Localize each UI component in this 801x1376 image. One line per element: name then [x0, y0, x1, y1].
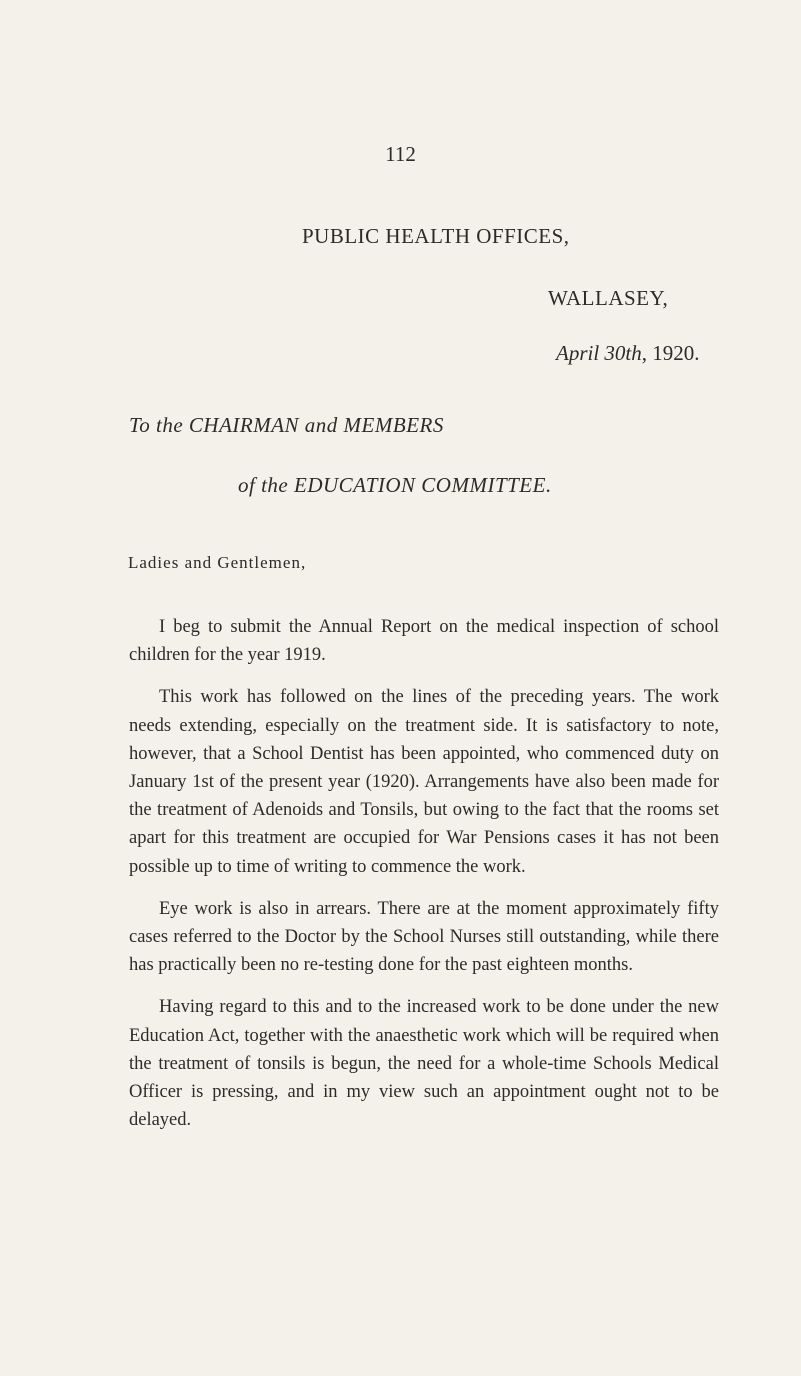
date-day: 30th — [604, 341, 642, 365]
addressee-line-1: To the CHAIRMAN and MEMBERS — [129, 413, 444, 437]
salutation: Ladies and Gentlemen, — [128, 553, 307, 572]
paragraph: I beg to submit the Annual Report on the medical inspection of school children for the year 1919. — [129, 617, 719, 666]
address-line-1: PUBLIC HEALTH OFFICES, — [302, 224, 570, 248]
page-number: 112 — [385, 142, 416, 166]
date-month: April — [556, 341, 600, 365]
paragraph: Eye work is also in arrears. There are at the moment approximately fifty cases referred to the Doctor by the School Nurses still outstanding, while there has practically been no re-testing done for the past eighteen months. — [129, 898, 719, 976]
addressee-line-2: of the EDUCATION COMMITTEE. — [238, 473, 552, 497]
paragraph: This work has followed on the lines of the preceding years. The work needs extending, especially on the treatment side. It is satisfactory to note, however, that a School Dentist has been appointed, who commenced duty on January 1st of the present year (1920). Arrangements have also been made for the treatment of Adenoids and Tonsils, but owing to the fact that the rooms set apart for this treatment are occupied for War Pensions cases it has not been possible up to time of writing to commence the work. — [129, 687, 719, 877]
address-line-2: WALLASEY, — [548, 286, 669, 310]
letter-date: April 30th, 1920. — [556, 341, 700, 365]
paragraph: Having regard to this and to the increased work to be done under the new Education Act, together with the anaesthetic work which will be required when the treatment of tonsils is begun, the need for a whole-time Schools Medical Officer is pressing, and in my view such an appointment ought not to be delayed. — [129, 997, 719, 1131]
letter-body — [129, 613, 719, 1148]
date-year: 1920. — [652, 341, 700, 365]
